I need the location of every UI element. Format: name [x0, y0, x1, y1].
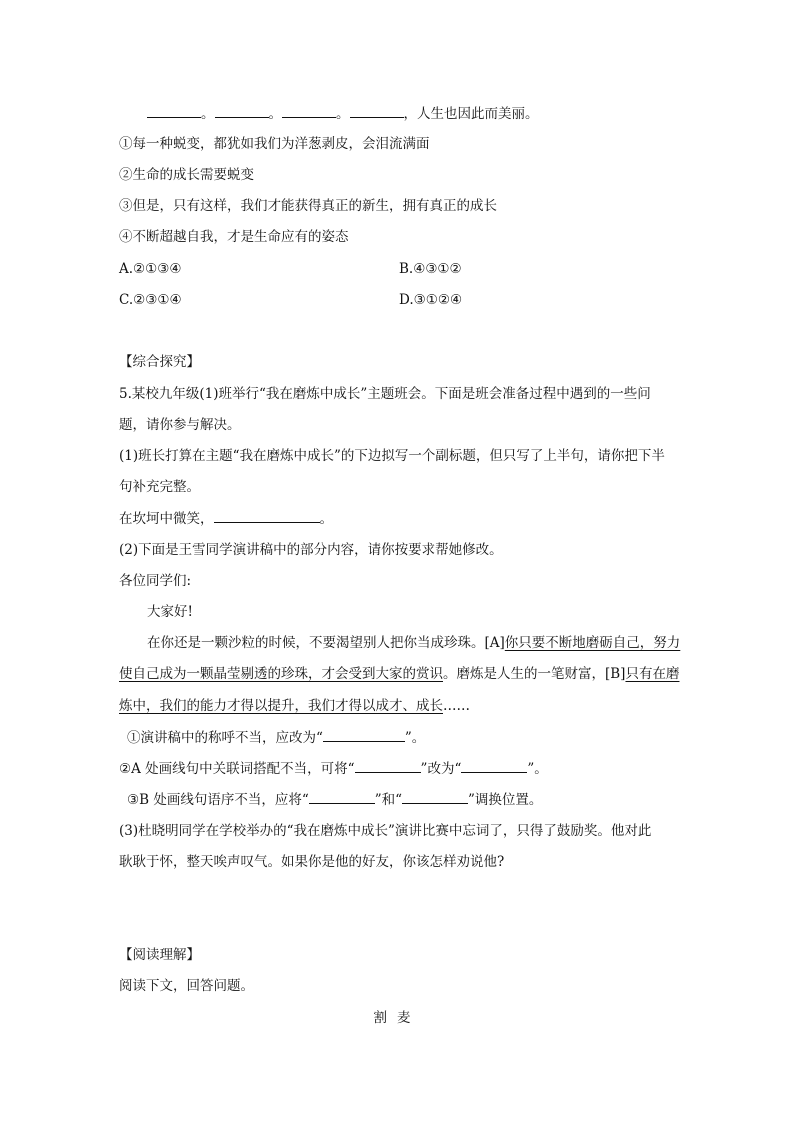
answer-blank[interactable] [350, 103, 404, 118]
answer-blank[interactable] [355, 758, 421, 773]
q5-part2-intro: (2)下面是王雪同学演讲稿中的部分内容，请你按要求帮她修改。 [119, 542, 503, 558]
q4-choice-a[interactable]: A.②①③④ [119, 261, 182, 277]
q5-part1-line2: 句补充完整。 [119, 479, 200, 495]
answer-blank[interactable] [215, 103, 269, 118]
q5-sub1: ①演讲稿中的称呼不当，应改为“ ”。 [127, 727, 425, 748]
section-heading-reading: 【阅读理解】 [119, 947, 200, 963]
q4-option-4: ④不断超越自我，才是生命应有的姿态 [119, 229, 349, 245]
q5-sub3: ③B 处画线句语序不当，应将“ ”和“ ”调换位置。 [127, 789, 542, 810]
speech-hello: 大家好! [147, 604, 193, 620]
speech-greeting: 各位同学们: [119, 573, 192, 589]
answer-blank[interactable] [309, 789, 375, 804]
q5-part3-line1: (3)杜晓明同学在学校举办的“我在磨炼中成长”演讲比赛中忘词了，只得了鼓励奖。他对此 [119, 823, 652, 839]
underlined-sentence-b: 只有在磨 [625, 666, 680, 682]
speech-line-1: 在你还是一颗沙粒的时候，不要渴望别人把你当成珍珠。[A]你只要不断地磨砺自己，努力 [147, 635, 681, 651]
underlined-sentence-a: 你只要不断地磨砺自己，努力 [504, 635, 681, 651]
answer-blank[interactable] [461, 758, 527, 773]
q4-option-3: ③但是，只有这样，我们才能获得真正的新生，拥有真正的成长 [119, 198, 497, 214]
q5-part1-answer: 在坎坷中微笑， 。 [119, 508, 333, 529]
q4-choice-d[interactable]: D.③①②④ [399, 292, 463, 308]
q5-stem-line2: 题，请你参与解决。 [119, 417, 241, 433]
q5-sub2: ②A 处画线句中关联词搭配不当，可将“ ”改为“ ”。 [119, 758, 548, 779]
q4-choice-c[interactable]: C.②③①④ [119, 292, 182, 308]
reading-title: 割麦 [373, 1010, 421, 1026]
underlined-sentence-b: 炼中，我们的能力才得以提升，我们才得以成才、成长 [119, 698, 443, 714]
speech-line-3: 炼中，我们的能力才得以提升，我们才得以成才、成长…… [119, 698, 470, 714]
answer-blank[interactable] [282, 103, 336, 118]
q5-part1-line1: (1)班长打算在主题“我在磨炼中成长”的下边拟写一个副标题，但只写了上半句，请你把下半 [119, 448, 665, 464]
answer-blank[interactable] [147, 103, 201, 118]
q4-choice-b[interactable]: B.④③①② [399, 261, 462, 277]
reading-intro: 阅读下文，回答问题。 [119, 978, 254, 994]
q4-stem: 。 。 。 ，人生也因此而美丽。 [147, 103, 539, 124]
answer-blank[interactable] [323, 727, 405, 742]
underlined-sentence-a: 使自己成为一颗晶莹剔透的珍珠，才会受到大家的赏识 [119, 666, 443, 682]
speech-line-2: 使自己成为一颗晶莹剔透的珍珠，才会受到大家的赏识。磨炼是人生的一笔财富，[B]只有在磨 [119, 666, 680, 682]
section-heading-integrated: 【综合探究】 [119, 354, 200, 370]
q5-stem-line1: 5.某校九年级(1)班举行“我在磨炼中成长”主题班会。下面是班会准备过程中遇到的一些问 [119, 386, 651, 402]
q4-option-2: ②生命的成长需要蜕变 [119, 167, 254, 183]
q4-option-1: ①每一种蜕变，都犹如我们为洋葱剥皮，会泪流满面 [119, 136, 430, 152]
answer-blank[interactable] [402, 789, 468, 804]
q5-part3-line2: 耿耿于怀，整天唉声叹气。如果你是他的好友，你该怎样劝说他? [119, 854, 505, 870]
answer-blank[interactable] [214, 508, 320, 523]
